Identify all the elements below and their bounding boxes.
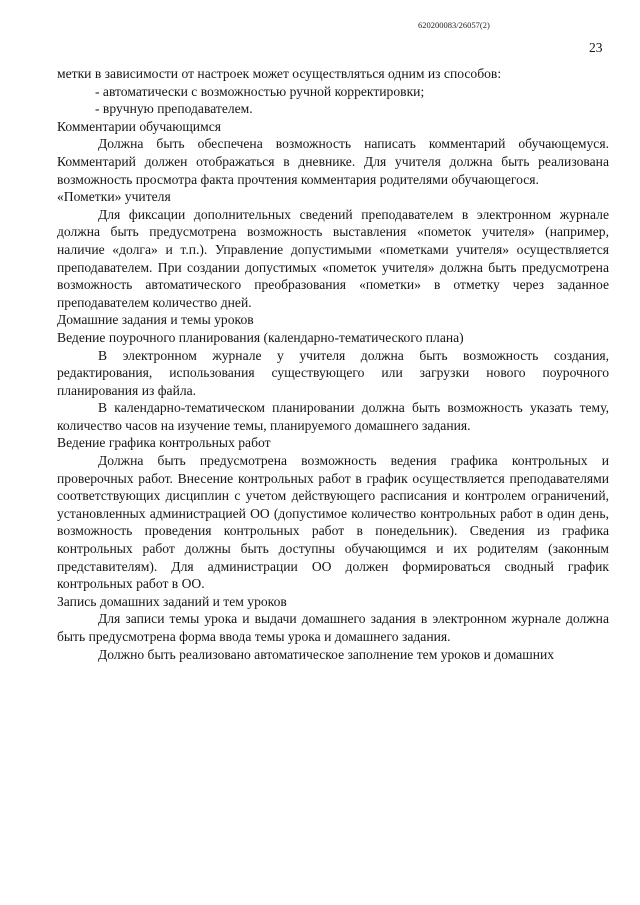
list-item: - автоматически с возможностью ручной корректировки; <box>95 83 425 99</box>
section-heading-comments: Комментарии обучающимся <box>57 118 221 134</box>
section-heading-marks: «Пометки» учителя <box>57 189 171 205</box>
page-number: 23 <box>589 40 603 55</box>
intro-list <box>57 83 609 118</box>
paragraph: В календарно-тематическом планировании должна быть возможность указать тему, количество часов на изучение темы, планируемого домашнего задания. <box>57 400 609 433</box>
section-heading-records: Запись домашних заданий и тем уроков <box>57 593 287 609</box>
paragraph: Для записи темы урока и выдачи домашнего задания в электронном журнале должна быть предусмотрена форма ввода темы урока и домашнего задания. <box>57 611 609 644</box>
document-code: 620200083/26057(2) <box>418 20 490 30</box>
paragraph: Для фиксации дополнительных сведений преподавателем в электронном журнале должна быть предусмотрена возможность выставления «пометок учителя» (например, наличие «долга» и т.п.). Управление допустимыми «пометками учителя» осуществляется преподавателем. При создании допустимых «пометок учителя» должна быть предусмотрена возможность автоматического преобразования «пометки» в отметку через заданное преподавателем количество дней. <box>57 206 609 310</box>
intro-lead: метки в зависимости от настроек может осуществляться одним из способов: <box>57 66 502 81</box>
document-body <box>57 65 609 663</box>
paragraph: Должно быть реализовано автоматическое заполнение тем уроков и домашних <box>98 646 555 662</box>
list-item: - вручную преподавателем. <box>95 101 253 117</box>
section-heading-tests: Ведение графика контрольных работ <box>57 435 271 451</box>
paragraph: Должна быть обеспечена возможность написать комментарий обучающемуся. Комментарий должен отображаться в дневнике. Для учителя должна быть реализована возможность просмотра факта прочтения комментария родителями обучающегося. <box>57 136 609 187</box>
paragraph: Должна быть предусмотрена возможность ведения графика контрольных и проверочных работ. Внесение контрольных работ в график осуществляется преподавателями соответствующих дисциплин с учетом действующего расписания и контролем ограничений, установленных администрацией ОО (допустимое количество контрольных работ в один день, возможность проведения контрольных работ в понедельник). Сведения из графика контрольных работ должны быть доступны обучающимся и их родителям (законным представителям). Для администрации ОО должен формироваться сводный график контрольных работ в ОО. <box>57 453 609 592</box>
section-subheading-planning: Ведение поурочного планирования (календарно-тематического плана) <box>57 329 464 345</box>
section-heading-homework: Домашние задания и темы уроков <box>57 312 254 328</box>
paragraph: В электронном журнале у учителя должна быть возможность создания, редактирования, использования существующего или загрузки нового поурочного планирования из файла. <box>57 347 609 398</box>
